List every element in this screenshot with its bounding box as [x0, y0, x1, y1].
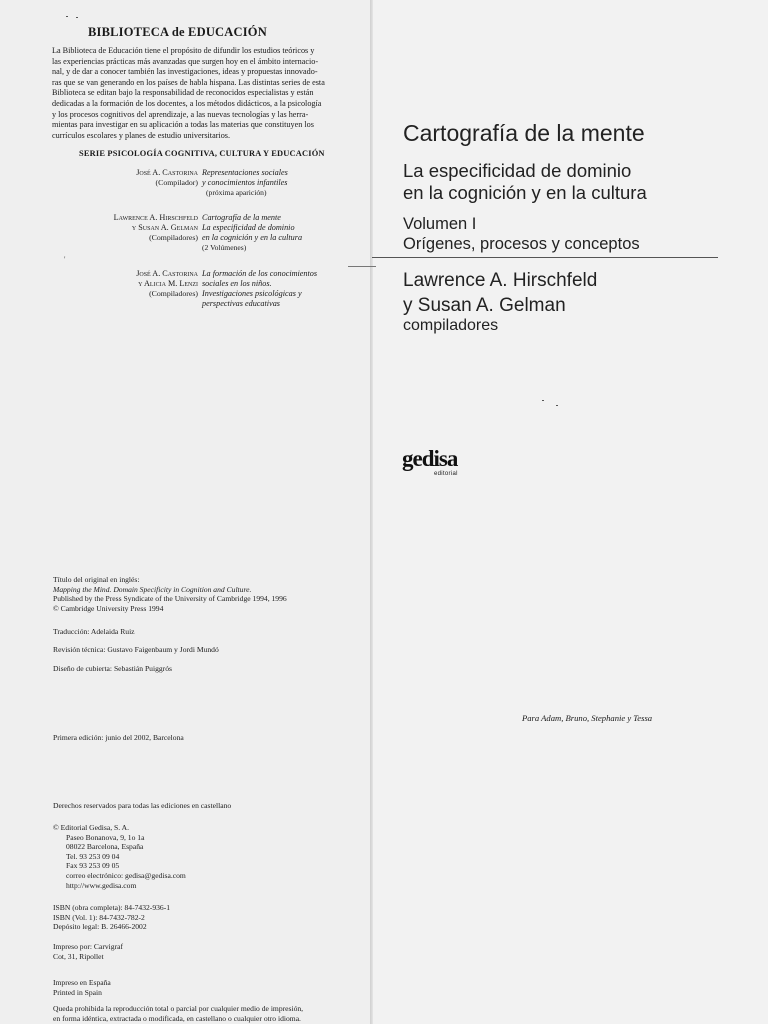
dedication: Para Adam, Bruno, Stephanie y Tessa — [522, 713, 653, 723]
cover-design-credit: Diseño de cubierta: Sebastián Puiggrós — [53, 664, 172, 673]
entry-title-line: Cartografía de la mente — [202, 213, 281, 222]
entry-title-line: La formación de los conocimientos — [202, 269, 318, 278]
printed-line: Impreso en España — [53, 978, 111, 987]
printed-in-block — [53, 978, 111, 997]
entry-title-line: La especificidad de dominio — [202, 223, 295, 232]
catalog-entry — [48, 269, 348, 313]
scan-speck — [556, 405, 558, 406]
printer-line: Impreso por: Carvigraf — [53, 942, 124, 951]
isbn-block — [53, 903, 170, 932]
rights-notice: Derechos reservados para todas las ediciones en castellano — [53, 801, 232, 810]
catalog-entry — [48, 168, 348, 198]
translation-credit: Traducción: Adelaida Ruiz — [53, 627, 135, 636]
book-subtitle — [403, 160, 647, 204]
entry-role: (Compiladores) — [149, 289, 198, 298]
publisher-line: 08022 Barcelona, España — [66, 842, 144, 852]
printer-block — [53, 942, 123, 961]
subtitle-line: La especificidad de dominio — [403, 160, 632, 181]
right-page — [372, 0, 768, 1024]
entry-author: José A. Castorina — [136, 269, 198, 278]
author-line: Lawrence A. Hirschfeld — [403, 270, 598, 291]
isbn-line: ISBN (Vol. 1): 84-7432-782-2 — [53, 912, 145, 922]
publisher-line: Tel. 93 253 09 04 — [66, 851, 120, 861]
entry-author: Lawrence A. Hirschfeld — [113, 213, 198, 222]
entry-title-line: sociales en los niños. — [202, 279, 272, 288]
publisher-line: correo electrónico: gedisa@gedisa.com — [66, 870, 186, 880]
entry-title-line: en la cognición y en la cultura — [202, 233, 303, 242]
catalog-entry — [48, 213, 348, 257]
publisher-line: © Editorial Gedisa, S. A. — [53, 823, 130, 832]
entry-authors — [48, 269, 198, 299]
series-header: BIBLIOTECA de EDUCACIÓN — [88, 25, 267, 39]
entry-role: (Compiladores) — [149, 233, 198, 242]
description-line: nal, y de dar a conocer también las investigaciones, ideas y propuestas innovado- — [52, 67, 318, 77]
published-by: Published by the Press Syndicate of the University of Cambridge 1994, 1996 — [53, 594, 287, 604]
first-edition: Primera edición: junio del 2002, Barcelona — [53, 733, 184, 742]
publisher-logo-sub: editorial — [434, 471, 458, 477]
volume-label: Volumen I — [403, 215, 477, 233]
entry-title — [202, 168, 372, 198]
volume-subtitle: Orígenes, procesos y conceptos — [403, 235, 640, 253]
original-title-block — [53, 575, 287, 613]
serie-title: SERIE PSICOLOGÍA COGNITIVA, CULTURA Y EDUCACIÓN — [79, 149, 325, 158]
prohibition-notice — [53, 1004, 303, 1023]
subtitle-line: en la cognición y en la cultura — [403, 182, 647, 203]
entry-author: y Susan A. Gelman — [131, 223, 198, 232]
description-line: Biblioteca se editan bajo la responsabilidad de reconocidos especialistas y están — [52, 88, 314, 98]
publisher-line: Fax 93 253 09 05 — [66, 861, 120, 871]
scan-speck — [76, 17, 78, 18]
entry-title-line: y conocimientos infantiles — [202, 178, 288, 187]
entry-author: y Alicia M. Lenzi — [138, 279, 198, 288]
entry-role: (Compilador) — [155, 178, 198, 187]
description-line: mientas para investigar en su aplicación a todas las materias que constituyen los — [52, 120, 314, 130]
compilers-label: compiladores — [403, 317, 499, 334]
series-description — [52, 46, 336, 141]
book-title: Cartografía de la mente — [403, 120, 645, 146]
original-title-label: Título del original en inglés: — [53, 575, 140, 584]
scan-speck — [66, 16, 68, 17]
publisher-address — [53, 823, 186, 890]
publisher-line: http://www.gedisa.com — [66, 880, 137, 890]
publisher-line: Paseo Bonanova, 9, 1o 1a — [66, 832, 145, 842]
margin-mark: ' — [64, 255, 66, 264]
publisher-logo: gedisa — [402, 446, 458, 471]
entry-author: José A. Castorina — [136, 168, 198, 177]
isbn-line: ISBN (obra completa): 84-7432-936-1 — [53, 903, 171, 912]
entry-authors — [48, 168, 198, 188]
book-authors — [403, 268, 597, 318]
entry-title — [202, 269, 372, 309]
prohibition-line: en forma idéntica, extractada o modificada, en castellano o cualquier otro idioma. — [53, 1013, 301, 1023]
original-title: Mapping the Mind. Domain Specificity in Cognition and Culture. — [53, 584, 252, 594]
prohibition-line: Queda prohibida la reproducción total o parcial por cualquier medio de impresión, — [53, 1004, 304, 1013]
copyright-cup: © Cambridge University Press 1994 — [53, 603, 164, 613]
printed-line: Printed in Spain — [53, 987, 102, 997]
title-divider — [372, 257, 718, 258]
author-line: y Susan A. Gelman — [403, 295, 566, 316]
entry-title-line: Investigaciones psicológicas y — [202, 289, 302, 298]
entry-title — [202, 213, 372, 253]
description-line: currículos escolares y planes de estudio universitarios. — [52, 130, 231, 140]
scan-speck — [542, 400, 544, 401]
entry-title-line: perspectivas educativas — [202, 299, 280, 308]
entry-note: (2 Volúmenes) — [202, 243, 247, 252]
description-line: las experiencias prácticas más avanzadas que surgen hoy en el ámbito internacio- — [52, 56, 319, 66]
entry-authors — [48, 213, 198, 243]
description-line: dedicadas a la formación de los docentes, a los métodos didácticos, a la psicología — [52, 98, 322, 108]
divider-tick — [348, 266, 376, 267]
description-line: La Biblioteca de Educación tiene el propósito de difundir los estudios teóricos y — [52, 46, 315, 55]
technical-review-credit: Revisión técnica: Gustavo Faigenbaum y Jordi Mundó — [53, 645, 219, 654]
isbn-line: Depósito legal: B. 26466-2002 — [53, 922, 147, 932]
entry-title-line: Representaciones sociales — [202, 168, 288, 177]
description-line: ras que se van generando en los países de habla hispana. Las distintas series de esta — [52, 77, 325, 87]
printer-line: Cot, 31, Ripollet — [53, 951, 104, 961]
volume-block — [403, 214, 640, 254]
book-fold — [370, 0, 373, 1024]
entry-note: (próxima aparición) — [206, 188, 267, 197]
description-line: y los procesos cognitivos del aprendizaje, a las nuevas tecnologías y las herra- — [52, 109, 309, 119]
